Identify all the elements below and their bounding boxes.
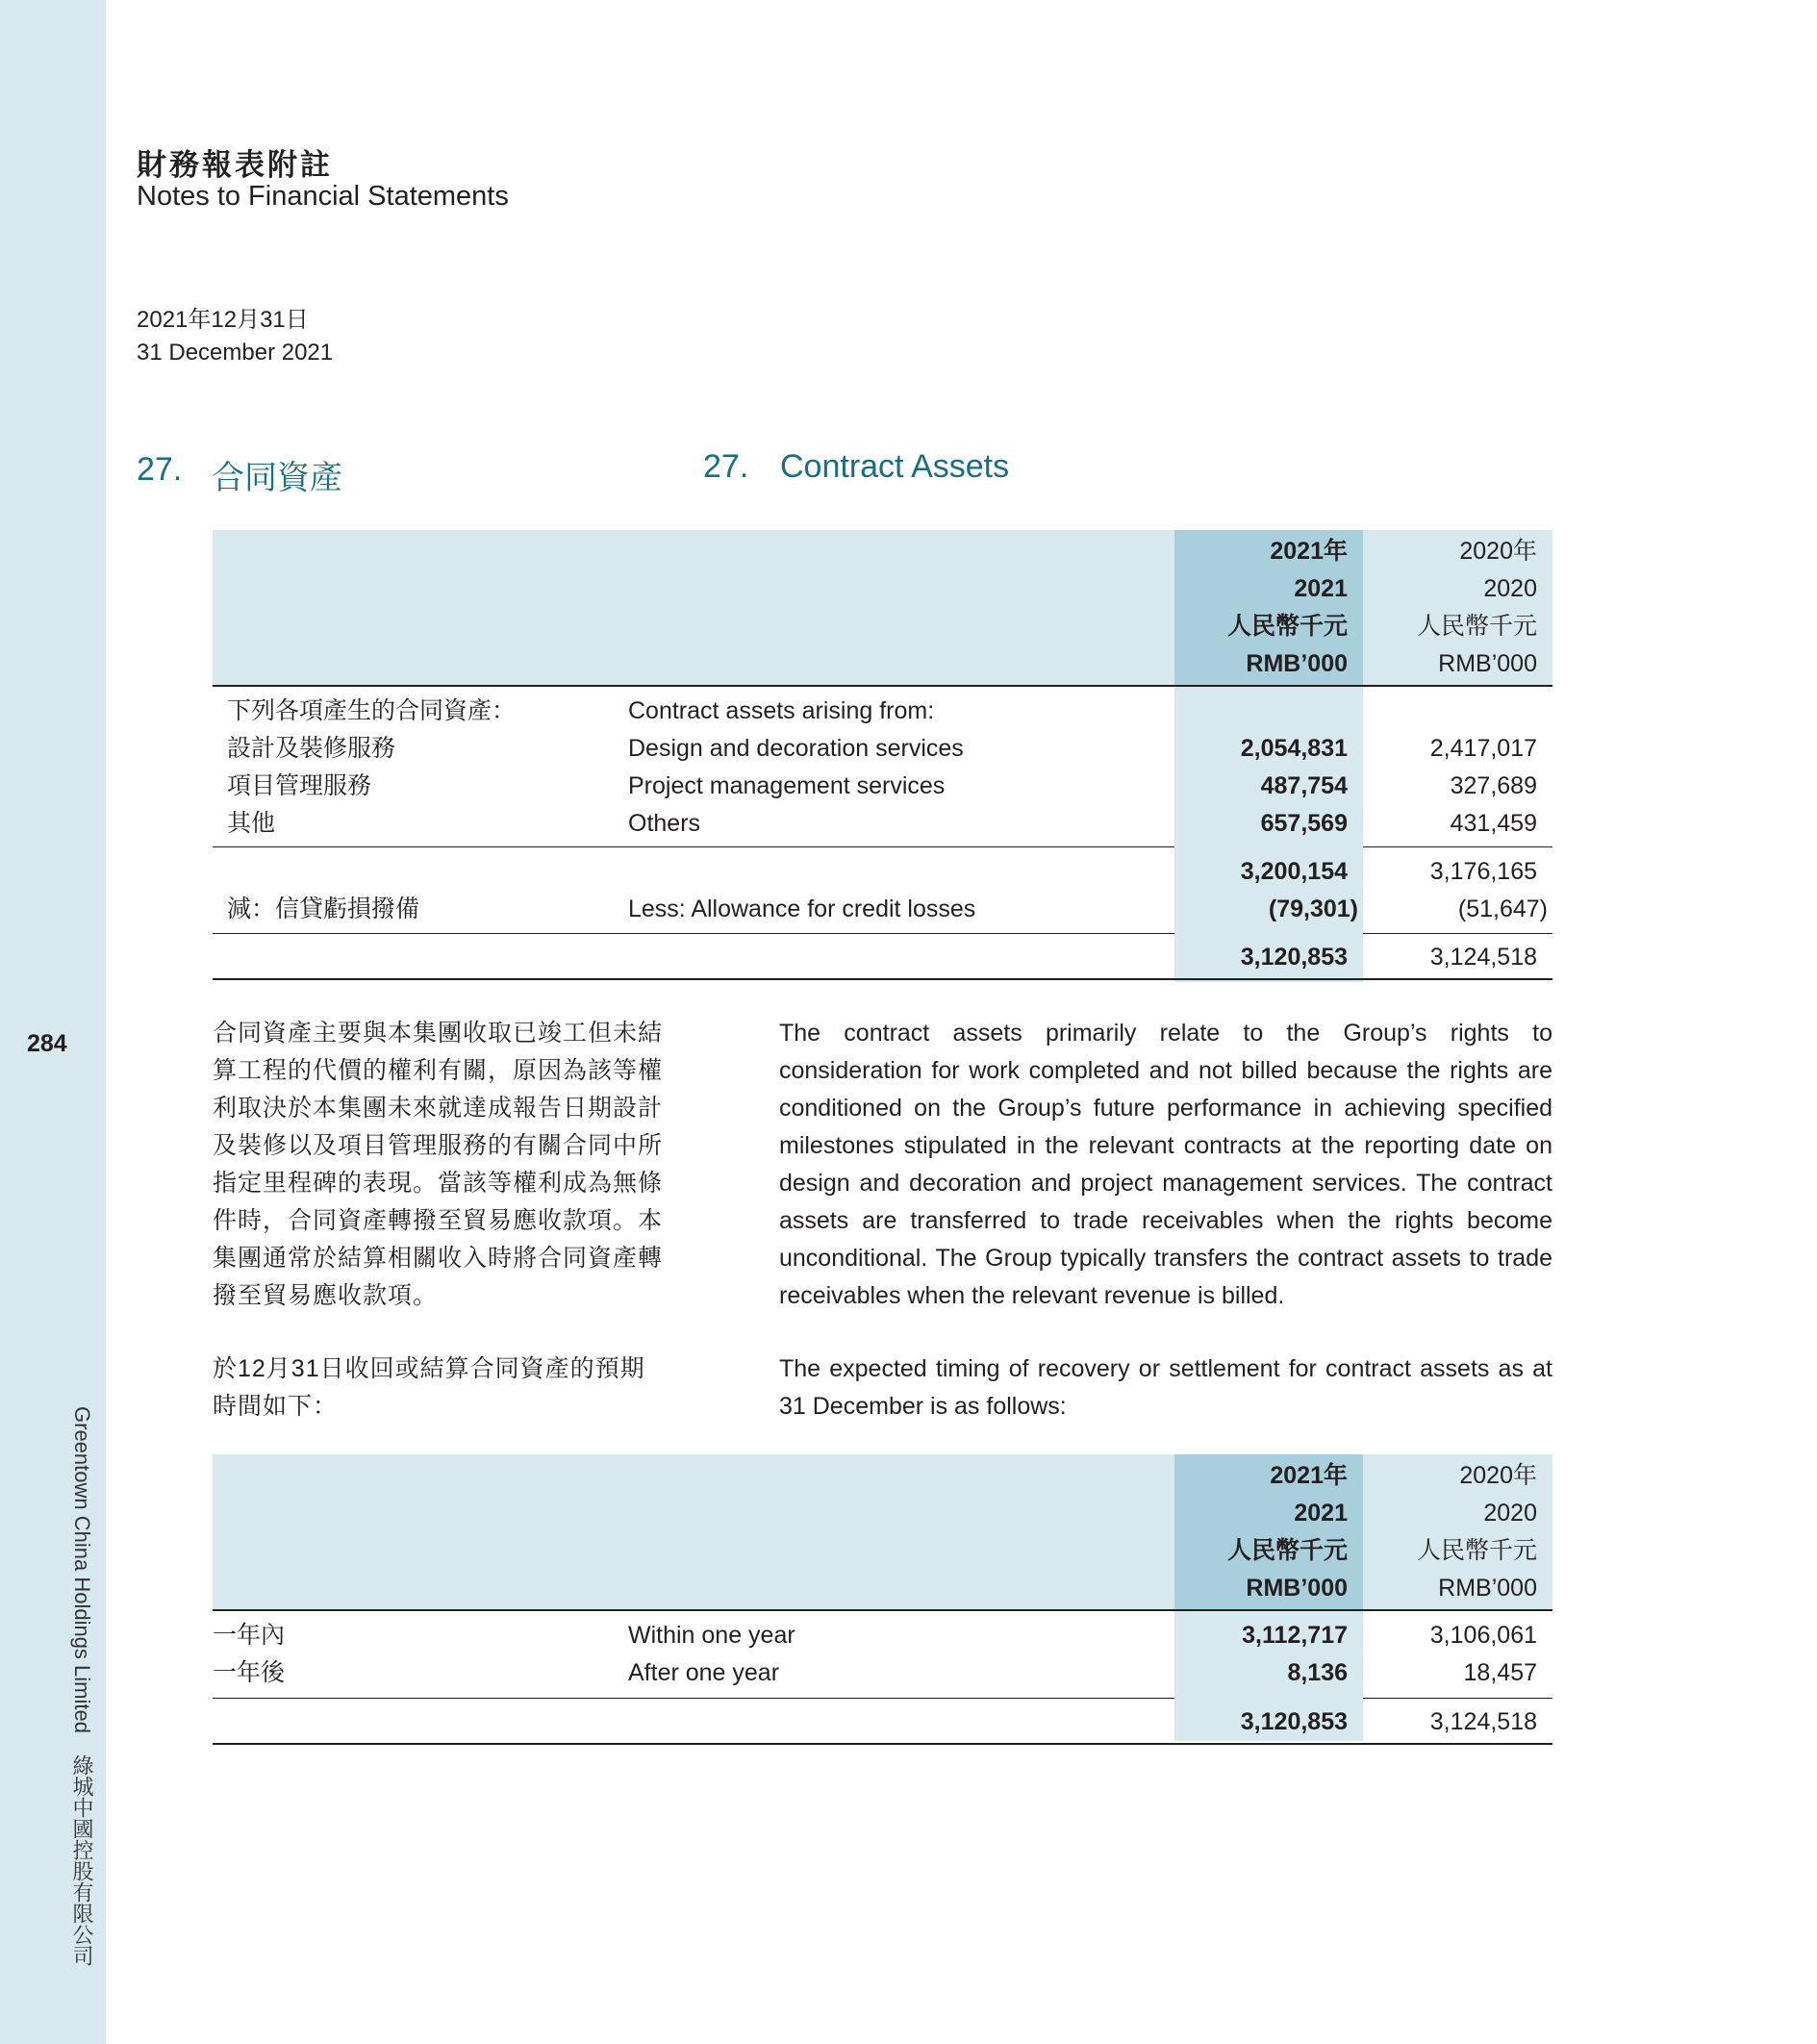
total-row: 3,120,853 3,124,518 (213, 939, 1552, 980)
header-title-en: Notes to Financial Statements (137, 181, 509, 212)
contract-assets-table (213, 530, 1552, 980)
table-row: 下列各項產生的合同資產： Contract assets arising from: (227, 697, 935, 724)
date-en: 31 December 2021 (137, 340, 334, 366)
table-row: 項目管理服務 Project management services 487,754 327,689 (227, 772, 1537, 799)
section-number-en: 27. (703, 448, 749, 485)
date-cn: 2021年12月31日 (137, 307, 309, 333)
paragraph-cn-2: 於12月31日收回或結算合同資產的預期時間如下： (213, 1355, 645, 1420)
header-2021: 2021年 2021 人民幣千元 RMB’000 (1174, 530, 1363, 685)
section-title-en: Contract Assets (780, 448, 1010, 485)
header-2020: 2020年 2020 人民幣千元 RMB’000 (1416, 538, 1537, 677)
table-header (213, 530, 1552, 687)
paragraph-en-2: The expected timing of recovery or settlement for contract assets as at 31 December is as follows: (779, 1355, 1552, 1420)
header-2021: 2021年 2021 人民幣千元 RMB’000 (1174, 1454, 1363, 1609)
paragraph-cn-1: 合同資產主要與本集團收取已竣工但未結算工程的代價的權利有關，原因為該等權利取決於本集團未來就達成報告日期設計及裝修以及項目管理服務的有關合同中所指定里程碑的表現。當該等權利成為無條件時，合同資產轉撥至貿易應收款項。本集團通常於結算相關收入時將合同資產轉撥至貿易應收款項。 (213, 1020, 664, 1309)
page-number: 284 (27, 1030, 67, 1057)
total-row: 3,120,853 3,124,518 (213, 1703, 1552, 1745)
paragraph-en-1: The contract assets primarily relate to the Group’s rights to consideration for work completed and not billed because the rights are conditioned on the Group’s future performance in achieving specified milestones stipulated in the relevant contracts at the reporting date on design and decoration and project management services. The contract assets are transferred to trade receivables when the rights become unconditional. The Group typically transfers the contract assets to trade receivables when the relevant revenue is billed. (779, 1020, 1552, 1309)
table-row: 一年內 Within one year 3,112,717 3,106,061 (213, 1622, 1537, 1649)
header-title-cn: 財務報表附註 (137, 148, 333, 183)
subtotal-row: 3,200,154 3,176,165 (1240, 858, 1537, 885)
recovery-timing-table (213, 1454, 1552, 1745)
header-2020: 2020年 2020 人民幣千元 RMB’000 (1416, 1462, 1537, 1602)
section-title-cn: 合同資產 (212, 460, 342, 496)
table-row: 其他 Others 657,569 431,459 (227, 810, 1537, 837)
table-row: 一年後 After one year 8,136 18,457 (213, 1659, 1537, 1686)
section-number-cn: 27. (137, 451, 183, 488)
allowance-row: 減：信貸虧損撥備 Less: Allowance for credit losses (79,301) (51,647) (227, 896, 1548, 922)
table-row: 設計及裝修服務 Design and decoration services 2,054,831 2,417,017 (227, 735, 1537, 762)
company-name: Greentown China Holdings Limited 綠城中國控股有限公司 (70, 1406, 94, 1966)
table-header (213, 1454, 1552, 1611)
